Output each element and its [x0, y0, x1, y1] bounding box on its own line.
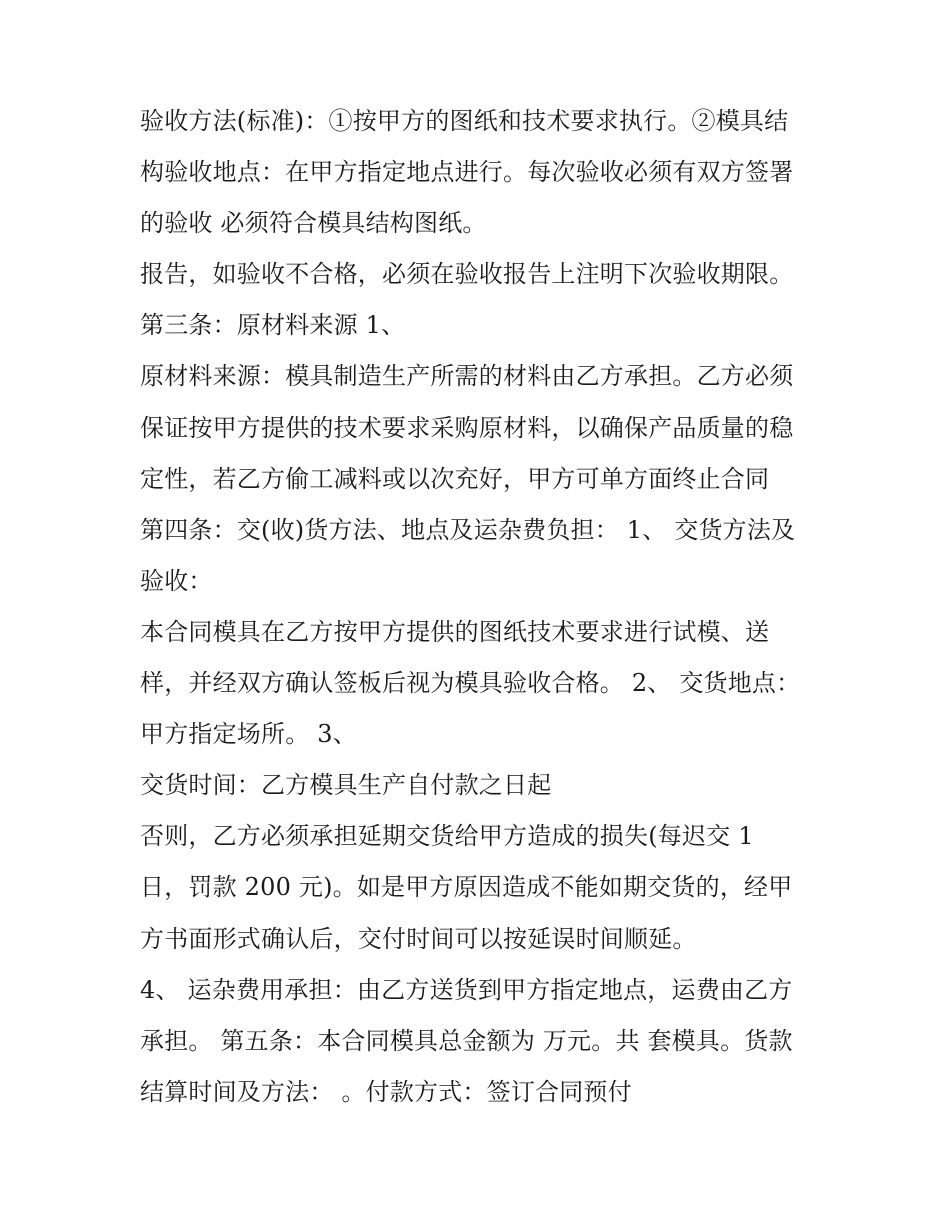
text-line: 的验收 必须符合模具结构图纸。: [140, 209, 487, 238]
text-line: 否则，乙方必须承担延期交货给甲方造成的损失(每迟交 1: [140, 822, 754, 851]
text-line: 原材料来源：模具制造生产所需的材料由乙方承担。乙方必须: [140, 362, 794, 391]
contract-text: [140, 104, 820, 1126]
text-line: 交货时间：乙方模具生产自付款之日起: [140, 771, 552, 800]
text-line: 结算时间及方法： 。付款方式：签订合同预付: [140, 1077, 632, 1106]
section-heading-article-4: 第四条：交(收)货方法、地点及运杂费负担： 1、 交货方法及: [140, 515, 796, 544]
text-line: 本合同模具在乙方按甲方提供的图纸技术要求进行试模、送: [140, 617, 770, 646]
text-line: 甲方指定场所。 3、: [140, 720, 357, 749]
section-heading-article-3: 第三条：原材料来源 1、: [140, 311, 406, 340]
text-line: 保证按甲方提供的技术要求采购原材料，以确保产品质量的稳: [140, 413, 794, 442]
text-line: 日，罚款 200 元)。如是甲方原因造成不能如期交货的，经甲: [140, 873, 793, 902]
text-line: 报告，如验收不合格，必须在验收报告上注明下次验收期限。: [140, 260, 794, 289]
text-line: 验收方法(标准)：①按甲方的图纸和技术要求执行。②模具结: [140, 107, 789, 135]
text-line: 方书面形式确认后，交付时间可以按延误时间顺延。: [140, 924, 697, 953]
text-line: 验收：: [140, 566, 213, 595]
text-line: 4、 运杂费用承担：由乙方送货到甲方指定地点，运费由乙方: [140, 975, 793, 1004]
text-line: 构验收地点：在甲方指定地点进行。每次验收必须有双方签署: [140, 158, 794, 187]
text-line: 样，并经双方确认签板后视为模具验收合格。 2、 交货地点：: [140, 669, 801, 698]
text-line: 定性，若乙方偷工减料或以次充好，甲方可单方面终止合同: [140, 464, 770, 493]
text-line: 承担。 第五条：本合同模具总金额为 万元。共 套模具。货款: [140, 1026, 793, 1055]
